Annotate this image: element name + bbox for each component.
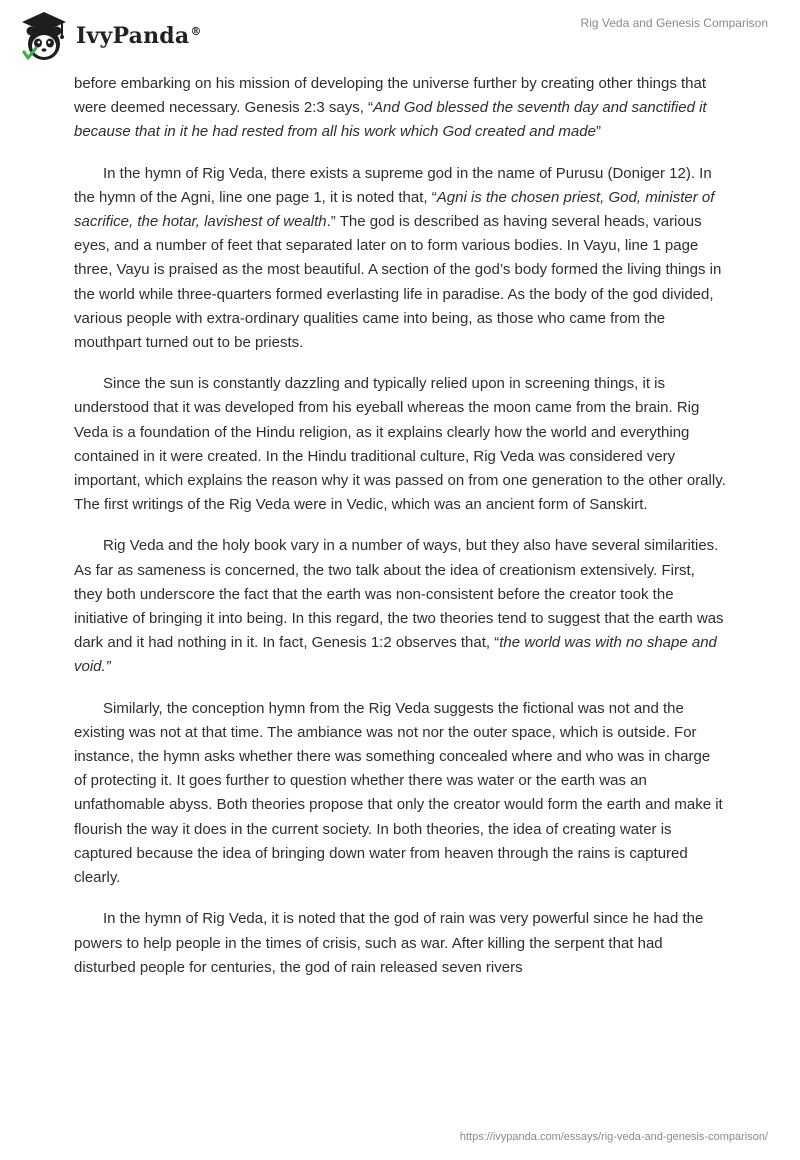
paragraph: before embarking on his mission of developing the universe further by creating other things that were deemed necessary. Genesis 2:3 says, “And God blessed the seventh day and sanctified it because that in it he had rested from all his work which God created and made” (74, 75, 707, 141)
source-url-link[interactable]: https://ivypanda.com/essays/rig-veda-and-genesis-comparison/ (459, 1131, 768, 1143)
paragraph: Since the sun is constantly dazzling and typically relied upon in screening things, it is understood that it was developed from his eyeball whereas the moon came from the brain. Rig Veda is a foundation of the Hindu religion, as it explains clearly how the world and everything contained in it were created. In the Hindu traditional culture, Rig Veda was considered very important, which explains the reason why it was passed on from one generation to the other orally. The first writings of the Rig Veda were in Vedic, which was an ancient form of Sanskirt. (74, 375, 726, 514)
paragraph: In the hymn of Rig Veda, it is noted that the god of rain was very powerful since he had the powers to help people in the times of crisis, such as war. After killing the serpent that had disturbed people for centuries, the god of rain released seven rivers (74, 910, 704, 976)
brand-logo[interactable] (16, 8, 202, 64)
brand-name: IvyPanda® (76, 23, 202, 49)
quote: And God blessed the seventh day and sanctified it because that in it he had rested from all his work which God created and made (74, 99, 707, 141)
essay-body (74, 72, 726, 997)
paragraph: Similarly, the conception hymn from the Rig Veda suggests the fictional was not and the existing was not at that time. The ambiance was not nor the outer space, which is outside. For instance, the hymn asks whether there was something concealed where and who was in charge of protecting it. It goes further to question whether there was water or the earth was an unfathomable abyss. Both theories propose that only the creator would form the earth and make it flourish the way it does in the current society. In both theories, the idea of creating water is captured because the idea of bringing down water from heaven through the rains is captured clearly. (74, 699, 723, 887)
document-title: Rig Veda and Genesis Comparison (580, 16, 768, 30)
quote: Agni is the chosen priest, God, minister of sacrifice, the hotar, lavishest of wealth (74, 188, 715, 231)
registered-mark: ® (190, 24, 202, 38)
quote: the world was with no shape and void.” (74, 634, 717, 676)
paragraph: Rig Veda and the holy book vary in a number of ways, but they also have several similarities. As far as sameness is concerned, the two talk about the idea of creationism extensively. First, they both underscore the fact that the earth was non-consistent before the creator took the initiative of bringing it into being. In this regard, the two theories tend to suggest that the earth was dark and it had nothing in it. In fact, Genesis 1:2 observes that, “the world was with no shape and void.” (74, 537, 724, 676)
panda-logo-icon (16, 8, 72, 64)
paragraph: In the hymn of Rig Veda, there exists a supreme god in the name of Purusu (Doniger 12). In the hymn of the Agni, line one page 1, it is noted that, “Agni is the chosen priest, God, minister of sacrifice, the hotar, lavishest of wealth.” The god is described as having several heads, various eyes, and a number of feet that separated later on to form various bodies. In Vayu, line 1 page three, Vayu is praised as the most beautiful. A section of the god’s body formed the living things in the world while three-quarters formed everlasting life in paradise. As the body of the god divided, various people with extra-ordinary qualities came into being, as those who came from the mouthpart turned out to be priests. (74, 164, 722, 352)
page-header (0, 0, 800, 70)
